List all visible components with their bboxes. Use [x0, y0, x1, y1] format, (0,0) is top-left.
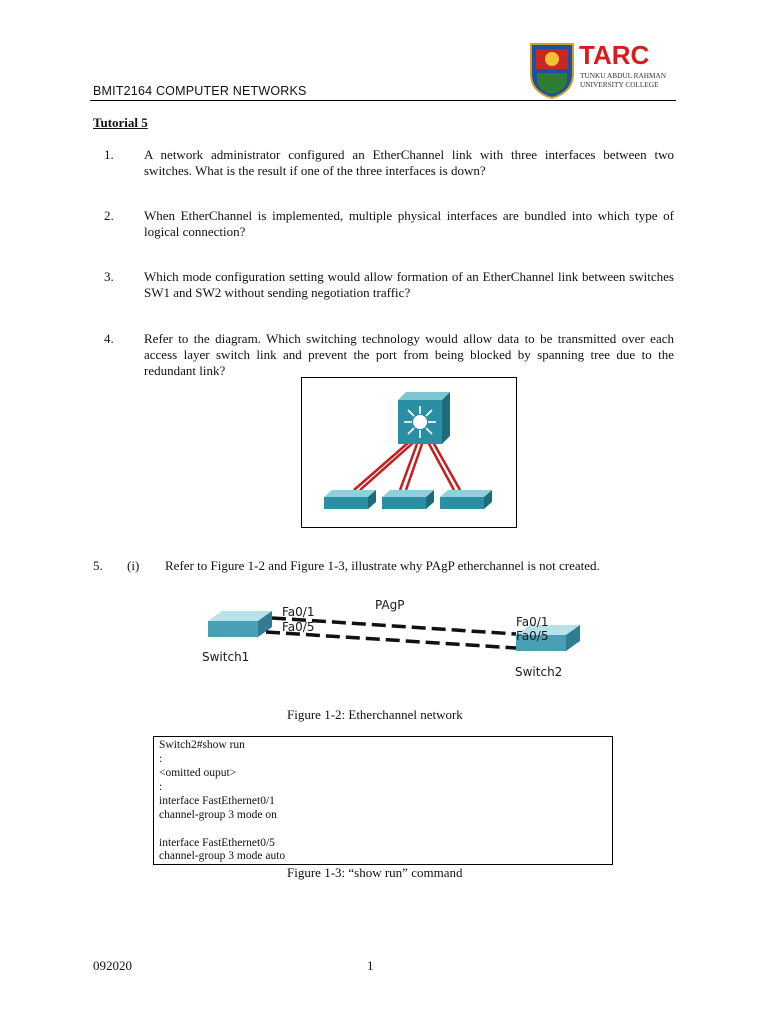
- code-line: <omitted ouput>: [159, 767, 237, 779]
- show-run-output-box: [153, 736, 613, 865]
- question-number: 3.: [104, 269, 114, 284]
- question-number: 1.: [104, 147, 114, 162]
- course-header: BMIT2164 COMPUTER NETWORKS: [93, 84, 307, 98]
- etherchannel-network-diagram: [200, 593, 590, 685]
- question-text: Refer to Figure 1-2 and Figure 1-3, illustrate why PAgP etherchannel is not created.: [165, 558, 600, 573]
- switch2-label: Switch2: [515, 665, 563, 679]
- q4-diagram: [301, 377, 517, 528]
- switch1-label: Switch1: [202, 650, 250, 664]
- code-line: interface FastEthernet0/1: [159, 795, 275, 807]
- sw2-port-a: Fa0/1: [516, 615, 549, 629]
- code-line: interface FastEthernet0/5: [159, 837, 275, 849]
- question-text: Refer to the diagram. Which switching technology would allow data to be transmitted over each access layer switch link and prevent the port from being blocked by spanning tree due to the redundant link?: [144, 331, 674, 378]
- figure-caption: Figure 1-3: “show run” command: [287, 865, 463, 880]
- sw2-port-b: Fa0/5: [516, 629, 549, 643]
- access-switch-icon: [324, 490, 376, 509]
- question-text: A network administrator configured an EtherChannel link with three interfaces between two switches. What is the result if one of the three interfaces is down?: [144, 147, 674, 178]
- switch1-icon: [208, 611, 272, 637]
- code-line: Switch2#show run: [159, 739, 245, 751]
- multilayer-switch-icon: [398, 392, 450, 444]
- page-number: 1: [367, 958, 374, 973]
- sub-question-label: (i): [127, 558, 140, 573]
- protocol-label: PAgP: [375, 598, 405, 612]
- access-switch-icon: [382, 490, 434, 509]
- access-switch-icon: [440, 490, 492, 509]
- svg-text:TARC: TARC: [579, 40, 650, 70]
- svg-text:TUNKU ABDUL RAHMAN: TUNKU ABDUL RAHMAN: [580, 71, 667, 80]
- tarc-logo: [527, 40, 677, 100]
- figure-caption: Figure 1-2: Etherchannel network: [287, 707, 463, 722]
- sw1-port-a: Fa0/1: [282, 605, 315, 619]
- tarc-crest-icon: [527, 40, 677, 100]
- sw1-port-b: Fa0/5: [282, 620, 315, 634]
- code-line: :: [159, 781, 163, 793]
- question-text: Which mode configuration setting would allow formation of an EtherChannel link between switches SW1 and SW2 without sending negotiation traffic?: [144, 269, 674, 300]
- question-text: When EtherChannel is implemented, multiple physical interfaces are bundled into which type of logical connection?: [144, 208, 674, 239]
- svg-text:UNIVERSITY COLLEGE: UNIVERSITY COLLEGE: [580, 80, 659, 89]
- footer-code: 092020: [93, 958, 132, 973]
- question-number: 4.: [104, 331, 114, 346]
- question-number: 2.: [104, 208, 114, 223]
- question-number: 5.: [93, 558, 103, 573]
- tutorial-title: Tutorial 5: [93, 115, 148, 130]
- code-line: :: [159, 753, 163, 765]
- code-line: channel-group 3 mode on: [159, 809, 277, 821]
- code-line: channel-group 3 mode auto: [159, 850, 286, 862]
- redundant-links: [354, 442, 460, 490]
- header-rule: [90, 100, 676, 101]
